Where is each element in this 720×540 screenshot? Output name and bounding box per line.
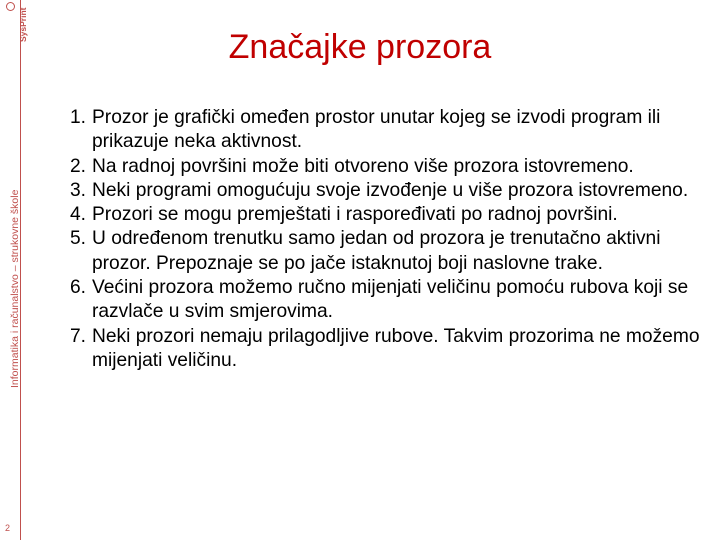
item-number: 3. [69, 179, 86, 201]
item-text: Prozor je grafički omeđen prostor unutar kojeg se izvodi program ili prikazuje neka aktivnost. [92, 107, 661, 153]
item-number: 1. [69, 107, 86, 128]
list-item [50, 227, 700, 276]
side-caption: Informatika i računalstvo – strukovne škole [9, 189, 21, 388]
list-item [50, 155, 700, 179]
item-number: 6. [69, 277, 86, 299]
list-item [50, 203, 700, 227]
page-number: 2 [5, 523, 11, 533]
logo-text: SysPrint [18, 7, 28, 42]
item-number: 4. [69, 204, 86, 226]
item-number: 7. [69, 325, 86, 347]
item-text: U određenom trenutku samo jedan od prozora je trenutačno aktivni prozor. Prepoznaje se po jače istaknutoj boji naslovne trake. [92, 228, 661, 274]
item-number: 5. [69, 228, 86, 250]
list-item [50, 106, 700, 155]
item-text: Prozori se mogu premještati i raspoređivati po radnoj površini. [92, 204, 618, 226]
item-number: 2. [69, 155, 86, 177]
item-text: Na radnoj površini može biti otvoreno više prozora istovremeno. [92, 155, 634, 177]
item-text: Neki programi omogućuju svoje izvođenje u više prozora istovremeno. [92, 179, 689, 201]
list-item [50, 325, 700, 374]
item-text: Neki prozori nemaju prilagodljive rubove. Takvim prozorima ne možemo mijenjati veličinu. [92, 325, 700, 371]
item-text: Većini prozora možemo ručno mijenjati veličinu pomoću rubova koji se razvlače u svim smjerovima. [92, 277, 689, 323]
logo-icon [6, 2, 15, 11]
feature-list [50, 106, 700, 373]
list-item [50, 276, 700, 325]
slide-title: Značajke prozora [228, 28, 492, 66]
list-item [50, 179, 700, 203]
